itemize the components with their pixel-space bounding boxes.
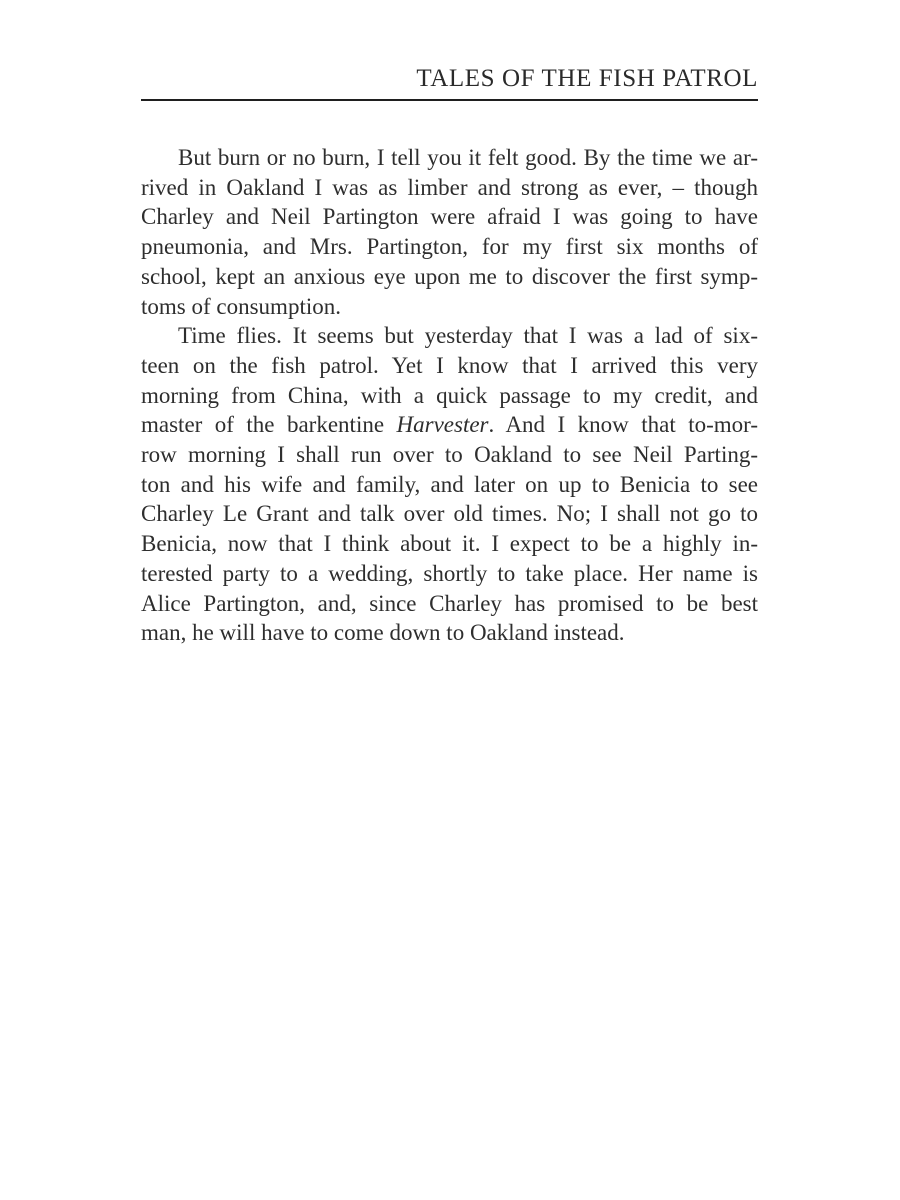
text-line: ton and his wife and family, and later on up to Benicia to see [141, 471, 758, 497]
paragraph [141, 143, 758, 321]
text-line: Charley and Neil Partington were afraid I was going to have [141, 204, 758, 230]
text-line: master of the barkentine Harvester. And I know that to-mor- [141, 412, 758, 438]
text-line: rived in Oakland I was as limber and strong as ever, – though [141, 174, 758, 200]
text-line: Charley Le Grant and talk over old times. No; I shall not go to [141, 501, 758, 527]
header-rule [141, 99, 758, 101]
page-body [141, 143, 758, 648]
paragraph [141, 321, 758, 648]
text-line: terested party to a wedding, shortly to take place. Her name is [141, 560, 758, 586]
text-line: Alice Partington, and, since Charley has promised to be best [141, 590, 758, 616]
text-line: teen on the fish patrol. Yet I know that I arrived this very [141, 352, 758, 378]
text-line: Benicia, now that I think about it. I expect to be a highly in- [141, 531, 758, 557]
text-line: Time flies. It seems but yesterday that I was a lad of six- [178, 323, 758, 349]
text-line: morning from China, with a quick passage to my credit, and [141, 382, 758, 408]
text-line: school, kept an anxious eye upon me to discover the first symp- [141, 263, 758, 289]
text-line: man, he will have to come down to Oakland instead. [141, 620, 625, 646]
text-line: pneumonia, and Mrs. Partington, for my first six months of [141, 234, 758, 260]
running-header-title: TALES OF THE FISH PATROL [416, 65, 758, 92]
text-line: toms of consumption. [141, 293, 341, 319]
text-line: But burn or no burn, I tell you it felt good. By the time we ar- [178, 145, 758, 170]
text-line: row morning I shall run over to Oakland to see Neil Parting- [141, 442, 758, 468]
